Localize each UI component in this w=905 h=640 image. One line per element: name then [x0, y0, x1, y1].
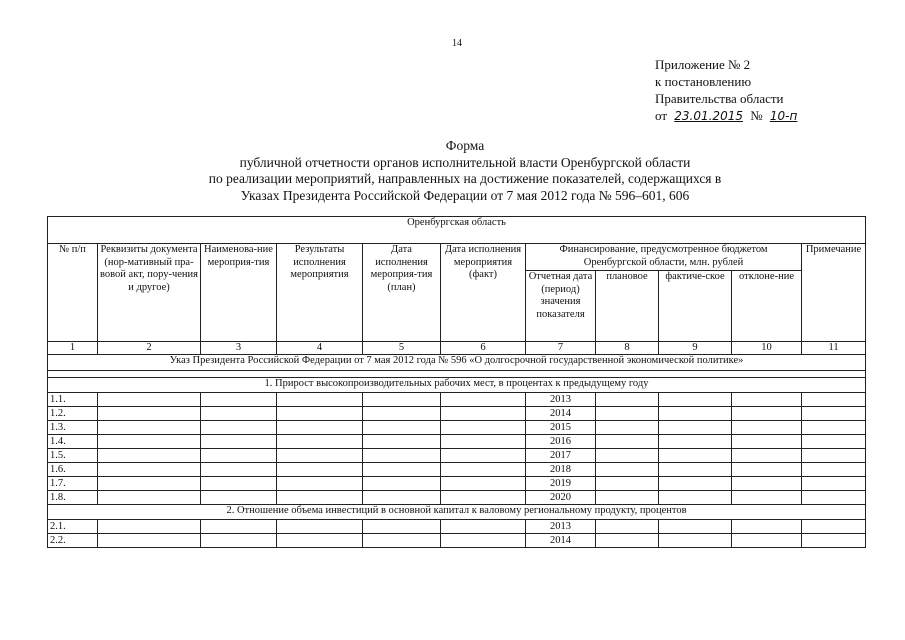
empty-cell — [363, 449, 441, 463]
spacer-row — [48, 371, 866, 378]
date-prefix: от — [655, 108, 668, 123]
empty-cell — [98, 534, 201, 548]
empty-cell — [441, 463, 526, 477]
empty-cell — [98, 449, 201, 463]
empty-cell — [363, 491, 441, 505]
col-header-planned: плановое — [596, 271, 659, 342]
empty-cell — [363, 393, 441, 407]
empty-cell — [802, 534, 866, 548]
empty-cell — [201, 477, 277, 491]
empty-cell — [441, 393, 526, 407]
col-header-date-plan: Дата исполнения мероприя-тия (план) — [363, 244, 441, 342]
column-number: 4 — [277, 342, 363, 355]
empty-cell — [98, 463, 201, 477]
empty-cell — [596, 435, 659, 449]
empty-cell — [659, 421, 732, 435]
col-header-document: Реквизиты документа (нор-мативный пра-вовой акт, пору-чения и другое) — [98, 244, 201, 342]
table-row — [48, 477, 866, 491]
appendix-line3: Правительства области — [655, 91, 784, 106]
empty-cell — [277, 463, 363, 477]
empty-cell — [98, 407, 201, 421]
empty-cell — [277, 435, 363, 449]
table-row — [48, 407, 866, 421]
empty-cell — [277, 449, 363, 463]
empty-cell — [201, 421, 277, 435]
section1-rows — [48, 393, 866, 505]
empty-cell — [201, 534, 277, 548]
row-index: 2.2. — [48, 534, 98, 548]
empty-cell — [363, 520, 441, 534]
empty-cell — [201, 393, 277, 407]
row-index: 1.7. — [48, 477, 98, 491]
empty-cell — [441, 449, 526, 463]
empty-cell — [732, 491, 802, 505]
table-row — [48, 449, 866, 463]
empty-cell — [802, 477, 866, 491]
empty-cell — [659, 449, 732, 463]
empty-cell — [441, 477, 526, 491]
empty-cell — [659, 534, 732, 548]
empty-cell — [802, 435, 866, 449]
table-row — [48, 520, 866, 534]
form-title-line4: Указах Президента Российской Федерации от 7 мая 2012 года № 596–601, 606 — [240, 187, 690, 203]
empty-cell — [732, 407, 802, 421]
row-year: 2014 — [526, 534, 596, 548]
empty-cell — [732, 463, 802, 477]
column-number: 10 — [732, 342, 802, 355]
form-title-line2: публичной отчетности органов исполнительной власти Оренбургской области — [239, 154, 691, 170]
empty-cell — [277, 407, 363, 421]
empty-cell — [659, 520, 732, 534]
row-year: 2013 — [526, 393, 596, 407]
empty-cell — [802, 393, 866, 407]
empty-cell — [596, 520, 659, 534]
row-year: 2014 — [526, 407, 596, 421]
empty-cell — [98, 477, 201, 491]
column-number: 2 — [98, 342, 201, 355]
empty-cell — [802, 407, 866, 421]
row-index: 1.4. — [48, 435, 98, 449]
row-year: 2018 — [526, 463, 596, 477]
empty-cell — [659, 435, 732, 449]
appendix-block — [655, 56, 801, 125]
col-header-results: Результаты исполнения мероприятия — [277, 244, 363, 342]
row-year: 2015 — [526, 421, 596, 435]
empty-cell — [802, 449, 866, 463]
empty-cell — [201, 435, 277, 449]
empty-cell — [201, 407, 277, 421]
empty-cell — [802, 421, 866, 435]
empty-cell — [596, 477, 659, 491]
empty-cell — [596, 449, 659, 463]
decree-title: Указ Президента Российской Федерации от 7 мая 2012 года № 596 «О долгосрочной государственной экономической политике» — [48, 355, 866, 371]
empty-cell — [363, 421, 441, 435]
empty-cell — [732, 477, 802, 491]
empty-cell — [732, 520, 802, 534]
empty-cell — [596, 534, 659, 548]
empty-cell — [659, 491, 732, 505]
empty-cell — [201, 449, 277, 463]
empty-cell — [363, 477, 441, 491]
column-number: 3 — [201, 342, 277, 355]
row-year: 2020 — [526, 491, 596, 505]
appendix-line2: к постановлению — [655, 74, 752, 89]
empty-cell — [441, 534, 526, 548]
section-title: 1. Прирост высокопроизводительных рабочих мест, в процентах к предыдущему году — [48, 378, 866, 393]
appendix-date-line — [655, 107, 801, 125]
row-index: 1.6. — [48, 463, 98, 477]
column-number: 6 — [441, 342, 526, 355]
column-number: 9 — [659, 342, 732, 355]
empty-cell — [732, 435, 802, 449]
empty-cell — [659, 393, 732, 407]
empty-cell — [441, 491, 526, 505]
row-year: 2017 — [526, 449, 596, 463]
empty-cell — [659, 463, 732, 477]
empty-cell — [441, 520, 526, 534]
empty-cell — [441, 421, 526, 435]
form-title-line3: по реализации мероприятий, направленных на достижение показателей, содержащихся в — [208, 171, 722, 186]
empty-cell — [277, 520, 363, 534]
row-index: 1.5. — [48, 449, 98, 463]
column-number: 8 — [596, 342, 659, 355]
empty-cell — [98, 393, 201, 407]
empty-cell — [201, 491, 277, 505]
row-index: 1.8. — [48, 491, 98, 505]
empty-cell — [363, 407, 441, 421]
col-header-number: № п/п — [48, 244, 98, 342]
empty-cell — [277, 477, 363, 491]
empty-cell — [802, 491, 866, 505]
form-title-line1: Форма — [445, 138, 485, 153]
row-index: 2.1. — [48, 520, 98, 534]
page-number: 14 — [452, 38, 462, 49]
section-title: 2. Отношение объема инвестиций в основной капитал к валовому региональному продукту, процентов — [48, 505, 866, 520]
empty-cell — [596, 421, 659, 435]
empty-cell — [98, 491, 201, 505]
col-header-deviation: отклоне-ние — [732, 271, 802, 342]
empty-cell — [596, 407, 659, 421]
row-year: 2019 — [526, 477, 596, 491]
empty-cell — [732, 534, 802, 548]
empty-cell — [277, 393, 363, 407]
col-header-financing: Финансирование, предусмотренное бюджетом Оренбургской области, млн. рублей — [526, 244, 802, 271]
empty-cell — [98, 520, 201, 534]
table-row — [48, 491, 866, 505]
row-index: 1.2. — [48, 407, 98, 421]
report-table — [47, 216, 866, 548]
table-row — [48, 435, 866, 449]
empty-cell — [441, 407, 526, 421]
row-index: 1.3. — [48, 421, 98, 435]
column-number: 7 — [526, 342, 596, 355]
number-prefix: № — [750, 108, 763, 123]
empty-cell — [596, 463, 659, 477]
empty-cell — [363, 463, 441, 477]
col-header-note: Примечание — [802, 244, 866, 342]
row-year: 2016 — [526, 435, 596, 449]
empty-cell — [659, 407, 732, 421]
empty-cell — [596, 491, 659, 505]
row-year: 2013 — [526, 520, 596, 534]
column-number: 11 — [802, 342, 866, 355]
empty-cell — [277, 421, 363, 435]
appendix-line1: Приложение № 2 — [655, 57, 751, 72]
empty-cell — [277, 534, 363, 548]
col-header-actual: фактиче-ское — [659, 271, 732, 342]
column-number: 1 — [48, 342, 98, 355]
table-row — [48, 463, 866, 477]
empty-cell — [277, 491, 363, 505]
empty-cell — [732, 449, 802, 463]
empty-cell — [363, 435, 441, 449]
region-header: Оренбургская область — [48, 217, 866, 244]
empty-cell — [596, 393, 659, 407]
col-header-date-fact: Дата исполнения мероприятия (факт) — [441, 244, 526, 342]
empty-cell — [201, 463, 277, 477]
empty-cell — [802, 463, 866, 477]
col-header-report-date: Отчетная дата (период) значения показателя — [526, 271, 596, 342]
empty-cell — [802, 520, 866, 534]
empty-cell — [732, 421, 802, 435]
column-number: 5 — [363, 342, 441, 355]
empty-cell — [363, 534, 441, 548]
empty-cell — [732, 393, 802, 407]
handwritten-number: 10-п — [769, 109, 798, 123]
table-row — [48, 393, 866, 407]
table-row — [48, 421, 866, 435]
form-title — [140, 138, 790, 204]
table-row — [48, 534, 866, 548]
section2-rows — [48, 520, 866, 548]
empty-cell — [441, 435, 526, 449]
col-header-measure-name: Наименова-ние мероприя-тия — [201, 244, 277, 342]
empty-cell — [98, 435, 201, 449]
empty-cell — [98, 421, 201, 435]
row-index: 1.1. — [48, 393, 98, 407]
empty-cell — [659, 477, 732, 491]
empty-cell — [201, 520, 277, 534]
handwritten-date: 23.01.2015 — [674, 109, 743, 123]
